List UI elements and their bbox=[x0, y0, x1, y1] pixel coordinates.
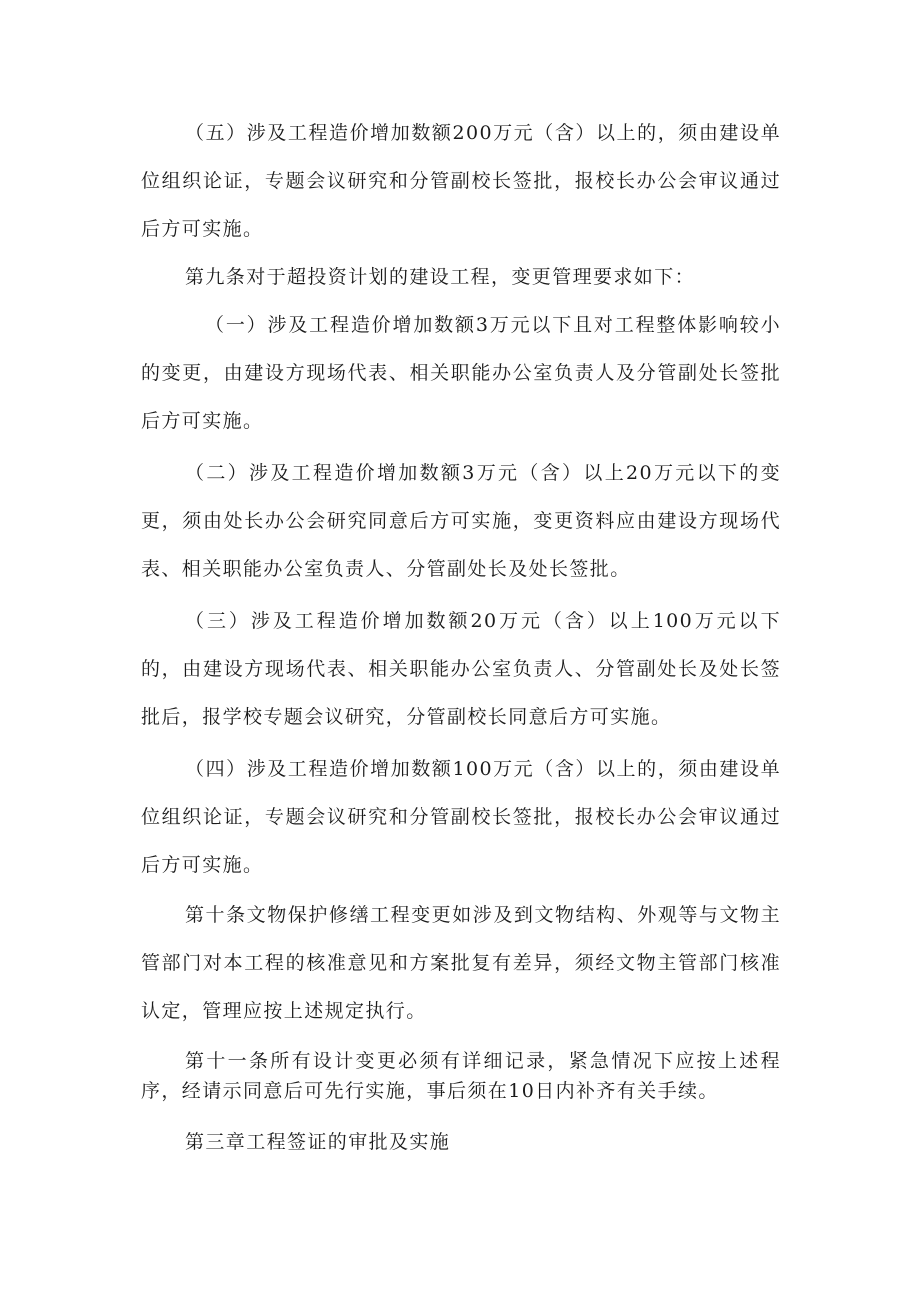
article-11-paragraph: 第十一条所有设计变更必须有详细记录，紧急情况下应按上述程序，经请示同意后可先行实施，事后须在10日内补齐有关手续。 bbox=[141, 1050, 781, 1102]
paragraph-item-4: （四）涉及工程造价增加数额100万元（含）以上的，须由建设单位组织论证，专题会议研究和分管副校长签批，报校长办公会审议通过后方可实施。 bbox=[141, 758, 781, 876]
paragraph-item-5-over-budget: （五）涉及工程造价增加数额200万元（含）以上的，须由建设单位组织论证，专题会议研究和分管副校长签批，报校长办公会审议通过后方可实施。 bbox=[141, 122, 781, 240]
paragraph-item-3: （三）涉及工程造价增加数额20万元（含）以上100万元以下的，由建设方现场代表、相关职能办公室负责人、分管副处长及处长签批后，报学校专题会议研究，分管副校长同意后方可实施。 bbox=[141, 610, 781, 728]
paragraph-item-2: （二）涉及工程造价增加数额3万元（含）以上20万元以下的变更，须由处长办公会研究同意后方可实施，变更资料应由建设方现场代表、相关职能办公室负责人、分管副处长及处长签批。 bbox=[141, 462, 781, 580]
article-10-paragraph: 第十条文物保护修缮工程变更如涉及到文物结构、外观等与文物主管部门对本工程的核准意见和方案批复有差异，须经文物主管部门核准认定，管理应按上述规定执行。 bbox=[141, 904, 781, 1022]
chapter-heading: 第三章工程签证的审批及实施 bbox=[185, 1131, 451, 1153]
paragraph-item-1: （一）涉及工程造价增加数额3万元以下且对工程整体影响较小的变更，由建设方现场代表、相关职能办公室负责人及分管副处长签批后方可实施。 bbox=[141, 314, 781, 432]
article-9-paragraph: 第九条对于超投资计划的建设工程，变更管理要求如下： bbox=[185, 266, 696, 288]
